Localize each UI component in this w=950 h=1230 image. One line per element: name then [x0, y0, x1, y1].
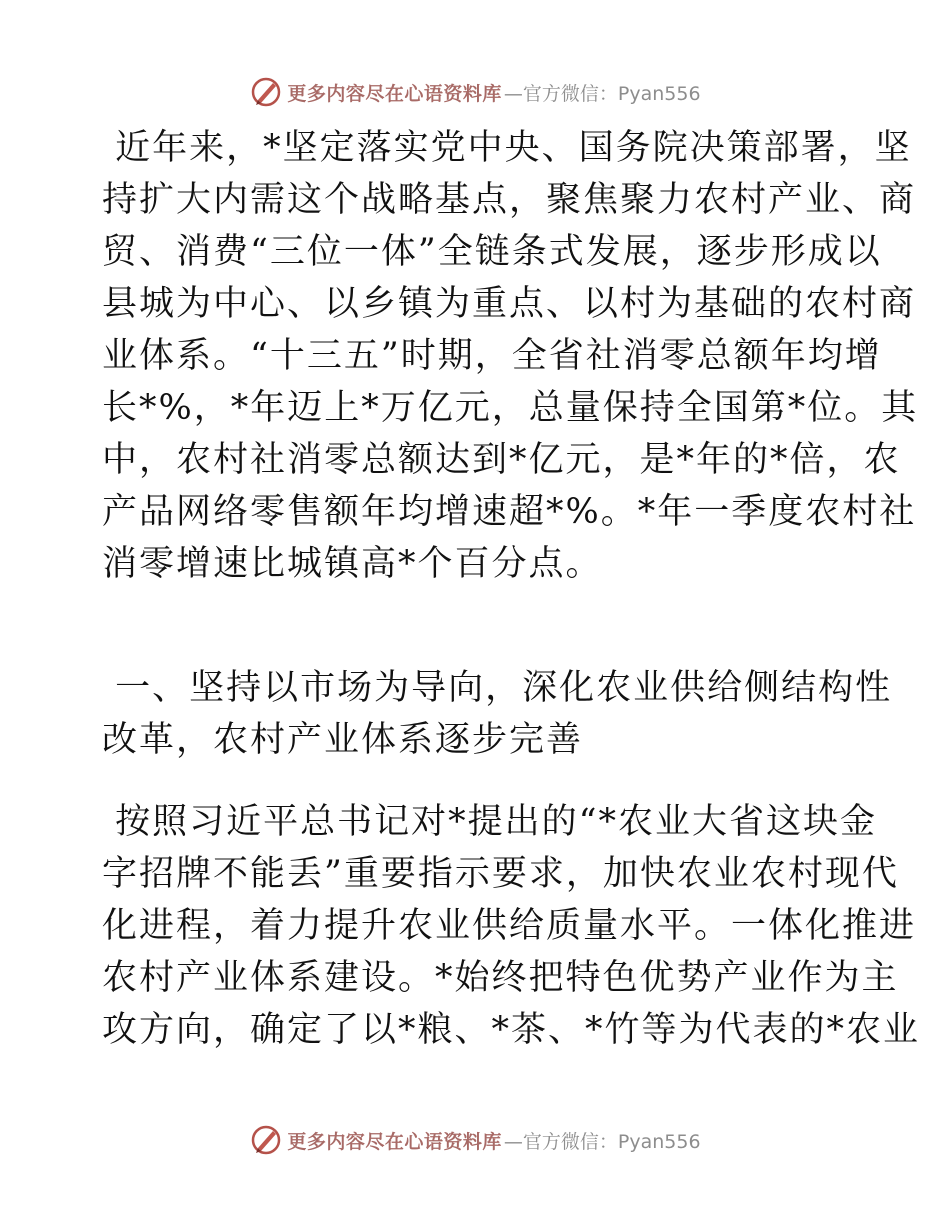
watermark-text: 更多内容尽在心语资料库: [287, 1130, 502, 1153]
paragraph-intro: 近年来，*坚定落实党中央、国务院决策部署，坚 持扩大内需这个战略基点，聚焦聚力农村产业、商 贸、消费“三位一体”全链条式发展，逐步形成以 县城为中心、以乡镇为重点、以村为基础的农村商 业体系。“十三五”时期，全省社消零总额年均增 长*%，*年迈上*万亿元，总量保持全国第*位。其 中，农村社消零总额达到*亿元，是*年的*倍，农 产品网络零售额年均增速超*%。*年一季度农村社 消零增速比城镇高*个百分点。: [102, 128, 919, 584]
watermark-text: 更多内容尽在心语资料库: [287, 82, 502, 105]
watermark-suffix: —官方微信：Pyan556: [503, 82, 701, 105]
watermark-header: [0, 72, 950, 112]
pen-logo-icon: [249, 1123, 283, 1157]
watermark-suffix: —官方微信：Pyan556: [503, 1130, 701, 1153]
section-heading: 一、坚持以市场为导向，深化农业供给侧结构性 改革，农村产业体系逐步完善: [102, 668, 893, 760]
watermark-footer: [0, 1120, 950, 1160]
paragraph-section-1: 按照习近平总书记对*提出的“*农业大省这块金 字招牌不能丢”重要指示要求，加快农业农村现代 化进程，着力提升农业供给质量水平。一体化推进 农村产业体系建设。*始终把特色优势产业作为主 攻方向，确定了以*粮、*茶、*竹等为代表的*农业: [102, 802, 921, 1050]
pen-logo-icon: [249, 75, 283, 109]
